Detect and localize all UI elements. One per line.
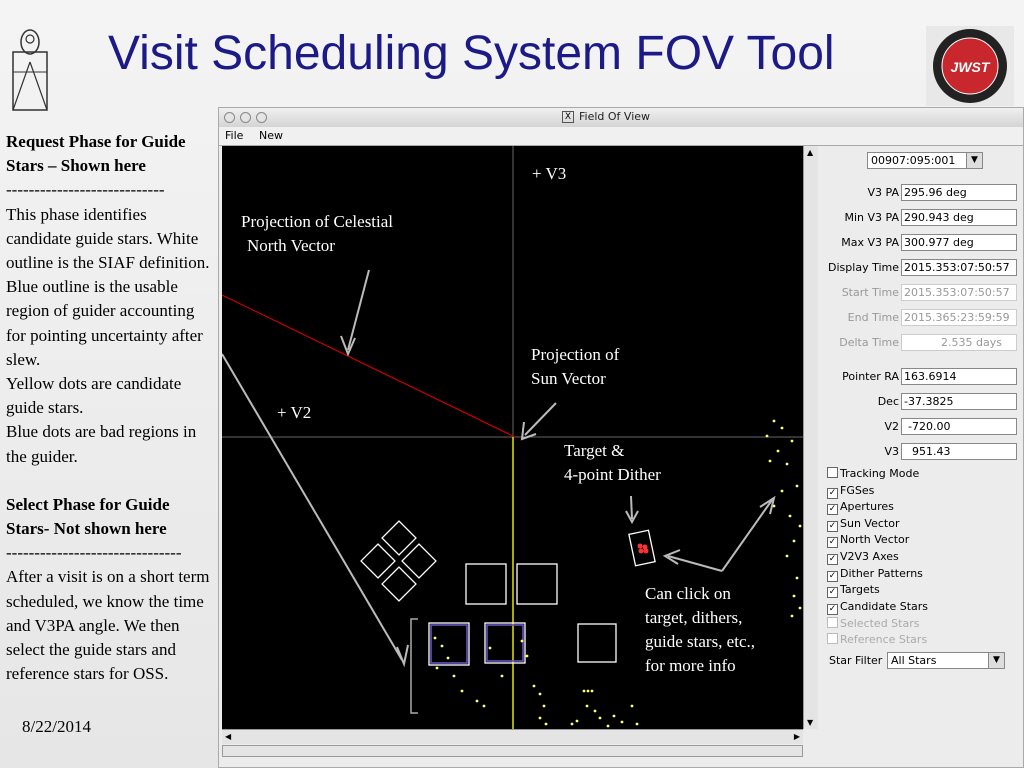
target-dither-box[interactable] bbox=[629, 530, 655, 565]
control-panel bbox=[819, 146, 1024, 766]
slide-title: Visit Scheduling System FOV Tool bbox=[108, 27, 835, 80]
candidate-stars-checkbox[interactable] bbox=[827, 600, 928, 615]
click-info-label-2: target, dithers, bbox=[645, 608, 743, 627]
jwst-logo-icon bbox=[926, 26, 1014, 106]
star-filter-select[interactable] bbox=[887, 652, 1005, 669]
dec-field[interactable]: -37.3825 bbox=[901, 393, 1017, 410]
x11-app-icon: X bbox=[562, 111, 574, 123]
jwst-logo bbox=[926, 26, 1014, 106]
close-window-button[interactable] bbox=[224, 112, 235, 123]
field-of-view-window bbox=[218, 107, 1024, 768]
v3-field[interactable]: 951.43 bbox=[901, 443, 1017, 460]
time-slider[interactable] bbox=[222, 745, 803, 757]
checkbox-unchecked-icon[interactable] bbox=[827, 467, 838, 478]
scroll-down-icon[interactable]: ▼ bbox=[807, 718, 814, 727]
notes-heading-select: Select Phase for Guide Stars- Not shown here bbox=[6, 494, 170, 539]
field-label: V2 bbox=[884, 420, 899, 433]
checkbox-label: Apertures bbox=[840, 500, 894, 513]
checkmark-icon[interactable]: ✓ bbox=[828, 554, 837, 564]
checkmark-icon[interactable]: ✓ bbox=[828, 488, 837, 498]
checkbox-label: Sun Vector bbox=[840, 517, 900, 530]
target-marker[interactable] bbox=[638, 544, 649, 554]
window-titlebar[interactable] bbox=[219, 108, 1023, 128]
aperture-group-diamonds[interactable] bbox=[361, 521, 436, 601]
field-label: Display Time bbox=[828, 261, 899, 274]
checkmark-icon[interactable]: ✓ bbox=[828, 604, 837, 614]
sun-vector-label-1: Projection of bbox=[531, 345, 620, 364]
aperture[interactable] bbox=[361, 544, 395, 578]
scroll-right-icon[interactable]: ▶ bbox=[793, 732, 800, 741]
v2v3-axes-checkbox[interactable] bbox=[827, 550, 899, 565]
click-info-label-1: Can click on bbox=[645, 584, 731, 603]
reference-stars-checkbox bbox=[827, 633, 927, 646]
scroll-up-icon[interactable]: ▲ bbox=[807, 148, 814, 157]
vertical-scrollbar[interactable] bbox=[803, 146, 818, 729]
aperture[interactable] bbox=[382, 521, 416, 555]
checkbox-label: Targets bbox=[840, 583, 880, 596]
star-filter-label: Star Filter bbox=[829, 654, 883, 667]
guider-usable-region[interactable] bbox=[431, 625, 523, 663]
checkbox-label: V2V3 Axes bbox=[840, 550, 899, 563]
guider-siaf-outline[interactable] bbox=[485, 623, 525, 663]
delta-time-field: 2.535 days bbox=[901, 334, 1017, 351]
slide-date: 8/22/2014 bbox=[22, 717, 91, 736]
visit-select[interactable] bbox=[867, 152, 983, 169]
checkbox-label: North Vector bbox=[840, 533, 910, 546]
notes-body-5: After a visit is on a short term scheduled, we know the time and V3PA angle. We then select the guide stars and reference stars for OSS. bbox=[6, 567, 210, 684]
chevron-down-icon[interactable]: ▼ bbox=[966, 153, 982, 168]
checkmark-icon[interactable]: ✓ bbox=[828, 504, 837, 514]
field-label: V3 bbox=[884, 445, 899, 458]
checkbox-label: Tracking Mode bbox=[840, 467, 920, 480]
annotation-arrows bbox=[222, 270, 774, 664]
aperture[interactable] bbox=[402, 544, 436, 578]
sun-vector-label-2: Sun Vector bbox=[531, 369, 606, 388]
jwst-logo-text: JWST bbox=[950, 59, 990, 75]
guider-bracket bbox=[411, 619, 418, 713]
zoom-window-button[interactable] bbox=[256, 112, 267, 123]
menu-bar bbox=[219, 127, 1023, 146]
star-filter-value: All Stars bbox=[891, 654, 937, 667]
field-label: V3 PA bbox=[867, 186, 899, 199]
display-time-field[interactable]: 2015.353:07:50:57 bbox=[901, 259, 1017, 276]
notes-body-4: Blue dots are bad regions in the guider. bbox=[6, 422, 197, 466]
checkbox-label: Dither Patterns bbox=[840, 567, 923, 580]
v3-pa-field[interactable]: 295.96 deg bbox=[901, 184, 1017, 201]
fgses-checkbox[interactable] bbox=[827, 484, 874, 499]
apertures-checkbox[interactable] bbox=[827, 500, 894, 515]
field-label: Max V3 PA bbox=[841, 236, 899, 249]
checkmark-icon[interactable]: ✓ bbox=[828, 587, 837, 597]
checkbox-label: Selected Stars bbox=[840, 617, 920, 630]
field-label: Min V3 PA bbox=[844, 211, 899, 224]
click-info-label-3: guide stars, etc., bbox=[645, 632, 755, 651]
min-v3-pa-field[interactable]: 290.943 deg bbox=[901, 209, 1017, 226]
north-vector-checkbox[interactable] bbox=[827, 533, 909, 548]
fov-drawing[interactable] bbox=[222, 146, 803, 729]
notes-heading-request: Request Phase for Guide Stars – Shown here bbox=[6, 132, 186, 176]
checkbox-label: Candidate Stars bbox=[840, 600, 929, 613]
checkbox-unchecked-icon bbox=[827, 617, 838, 628]
minimize-window-button[interactable] bbox=[240, 112, 251, 123]
north-vector-line[interactable] bbox=[222, 295, 515, 437]
aperture[interactable] bbox=[517, 564, 557, 604]
checkmark-icon[interactable]: ✓ bbox=[828, 537, 837, 547]
click-info-label-4: for more info bbox=[645, 656, 736, 675]
field-label: Delta Time bbox=[839, 336, 899, 349]
left-notes bbox=[6, 130, 216, 686]
window-title: Field Of View bbox=[579, 110, 651, 123]
menu-file[interactable]: File bbox=[225, 129, 244, 142]
notes-body-2: Blue outline is the usable region of guider accounting for pointing uncertainty after slew. bbox=[6, 277, 203, 369]
aperture[interactable] bbox=[382, 567, 416, 601]
selected-stars-checkbox bbox=[827, 617, 919, 630]
notes-divider: ---------------------------- bbox=[6, 180, 165, 200]
v2-axis-label: + V2 bbox=[277, 403, 312, 422]
fov-canvas[interactable] bbox=[222, 146, 803, 729]
tracking-mode-checkbox[interactable] bbox=[827, 467, 919, 480]
target-label-1: Target & bbox=[564, 441, 625, 460]
hubble-logo-icon bbox=[10, 22, 50, 114]
aperture[interactable] bbox=[466, 564, 506, 604]
notes-divider: ------------------------------- bbox=[6, 543, 182, 563]
usable-region[interactable] bbox=[487, 625, 523, 661]
targets-checkbox[interactable] bbox=[827, 583, 880, 598]
v3-axis-label: + V3 bbox=[532, 164, 567, 183]
chevron-down-icon[interactable]: ▼ bbox=[988, 653, 1004, 668]
checkbox-label: Reference Stars bbox=[840, 633, 928, 646]
field-label: Dec bbox=[877, 395, 899, 408]
pointer-ra-field[interactable]: 163.6914 bbox=[901, 368, 1017, 385]
scroll-left-icon[interactable]: ◀ bbox=[225, 732, 232, 741]
checkmark-icon[interactable]: ✓ bbox=[828, 571, 837, 581]
notes-body-1: This phase identifies candidate guide stars. White outline is the SIAF definition. bbox=[6, 204, 210, 273]
visit-select-value: 00907:095:001 bbox=[871, 154, 956, 167]
start-time-field: 2015.353:07:50:57 bbox=[901, 284, 1017, 301]
horizontal-scrollbar[interactable] bbox=[222, 729, 803, 744]
field-label: Pointer RA bbox=[842, 370, 899, 383]
celestial-vector-label-1: Projection of Celestial bbox=[241, 212, 394, 231]
end-time-field: 2015.365:23:59:59 bbox=[901, 309, 1017, 326]
dither-patterns-checkbox[interactable] bbox=[827, 567, 923, 582]
celestial-vector-label-2: North Vector bbox=[247, 236, 335, 255]
target-label-2: 4-point Dither bbox=[564, 465, 661, 484]
max-v3-pa-field[interactable]: 300.977 deg bbox=[901, 234, 1017, 251]
aperture[interactable] bbox=[578, 624, 616, 662]
checkmark-icon[interactable]: ✓ bbox=[828, 521, 837, 531]
v2-field[interactable]: -720.00 bbox=[901, 418, 1017, 435]
sun-vector-checkbox[interactable] bbox=[827, 517, 899, 532]
menu-new[interactable]: New bbox=[259, 129, 283, 142]
field-label: End Time bbox=[847, 311, 899, 324]
checkbox-unchecked-icon bbox=[827, 633, 838, 644]
notes-body-3: Yellow dots are candidate guide stars. bbox=[6, 374, 182, 418]
checkbox-label: FGSes bbox=[840, 484, 875, 497]
field-label: Start Time bbox=[841, 286, 899, 299]
